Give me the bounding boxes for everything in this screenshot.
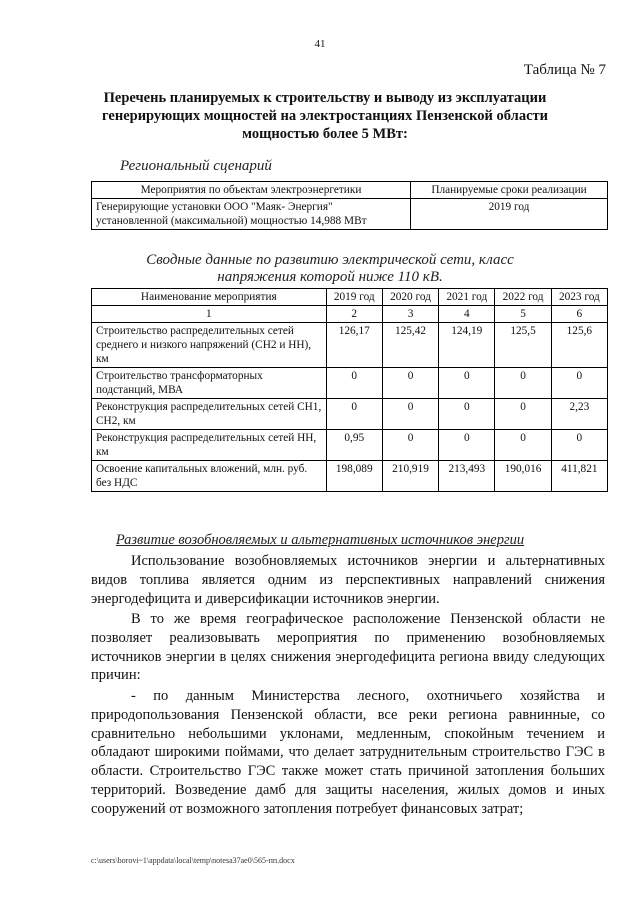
table-row [92, 399, 608, 430]
table-header-row [92, 289, 608, 306]
table-cell: 0 [382, 368, 438, 399]
table-cell: Генерирующие установки ООО "Маяк- Энергия" установленной (максимальной) мощностью 14,988 МВт [92, 199, 411, 230]
table-cell: 125,5 [495, 323, 551, 368]
table-cell: Реконструкция распределительных сетей СН1, СН2, км [92, 399, 327, 430]
table-cell: 190,016 [495, 461, 551, 492]
table-cell: Освоение капитальных вложений, млн. руб. без НДС [92, 461, 327, 492]
table-row [92, 368, 608, 399]
table-header-cell: Мероприятия по объектам электроэнергетики [92, 182, 411, 199]
table-row [92, 430, 608, 461]
table-cell: 125,6 [551, 323, 607, 368]
table-cell: 2,23 [551, 399, 607, 430]
paragraph: Использование возобновляемых источников энергии и альтернативных видов топлива является одним из перспективных направлений снижения энергодефицита и диверсификации источников энергии. [91, 553, 605, 607]
table-row [92, 199, 608, 230]
table-cell: 198,089 [326, 461, 382, 492]
table-cell: 0 [439, 399, 495, 430]
table-cell: 0 [382, 399, 438, 430]
paragraph: - по данным Министерства лесного, охотничьего хозяйства и природопользования Пензенской области, все реки региона равнинные, со сравнительно небольшими уклонами, медленным, спокойным течением и обладают широкими поймами, что делает затруднительным строительство ГЭС в области. Строительство ГЭС также может стать причиной затопления больших территорий. Возведение дамб для защиты населения, жилых домов и иных сооружений от возможного затопления потребует финансовых затрат; [91, 688, 605, 817]
table-cell: 0 [551, 430, 607, 461]
table-index-cell: 5 [495, 306, 551, 323]
table-index-cell: 4 [439, 306, 495, 323]
table-cell: 0,95 [326, 430, 382, 461]
table-cell: Строительство распределительных сетей среднего и низкого напряжений (СН2 и НН), км [92, 323, 327, 368]
table-index-cell: 6 [551, 306, 607, 323]
grid-development-table [91, 288, 608, 492]
table-cell: Строительство трансформаторных подстанций, МВА [92, 368, 327, 399]
table-cell: 0 [551, 368, 607, 399]
table-cell: 0 [326, 399, 382, 430]
table-cell: 0 [495, 368, 551, 399]
renewables-heading: Развитие возобновляемых и альтернативных источников энергии [115, 532, 525, 548]
table-index-cell: 1 [92, 306, 327, 323]
table-header-cell: Наименование мероприятия [92, 289, 327, 306]
paragraph: В то же время географическое расположение Пензенской области не позволяет реализовывать мероприятия по применению возобновляемых источников энергии в целях снижения энергодефицита региона ввиду следующих причин: [91, 611, 605, 684]
table-cell: 0 [439, 368, 495, 399]
footer-file-path: c:\users\borovi~1\appdata\local\temp\notesa37ae0\565-пп.docx [91, 856, 295, 865]
table-header-cell: 2019 год [326, 289, 382, 306]
table-header-cell: Планируемые сроки реализации [411, 182, 608, 199]
document-title: Перечень планируемых к строительству и выводу из эксплуатации генерирующих мощностей на электростанциях Пензенской области мощностью более 5 МВт: [102, 90, 548, 142]
table-cell: 125,42 [382, 323, 438, 368]
table-row [92, 461, 608, 492]
table-header-cell: 2022 год [495, 289, 551, 306]
grid-summary-heading: Сводные данные по развитию электрической сети, класс напряжения которой ниже 110 кВ. [146, 252, 514, 285]
table-index-cell: 2 [326, 306, 382, 323]
table-cell: 411,821 [551, 461, 607, 492]
table-row [92, 323, 608, 368]
table-cell: 0 [495, 399, 551, 430]
table-header-cell: 2020 год [382, 289, 438, 306]
table-cell: 0 [382, 430, 438, 461]
table-cell: 0 [326, 368, 382, 399]
table-header-row [92, 182, 608, 199]
table-cell: 2019 год [411, 199, 608, 230]
table-cell: 124,19 [439, 323, 495, 368]
table-cell: 213,493 [439, 461, 495, 492]
table-index-row [92, 306, 608, 323]
regional-scenario-heading: Региональный сценарий [120, 158, 272, 174]
table-cell: 0 [439, 430, 495, 461]
table-cell: 0 [495, 430, 551, 461]
table-header-cell: 2021 год [439, 289, 495, 306]
table-cell: 210,919 [382, 461, 438, 492]
table-cell: 126,17 [326, 323, 382, 368]
table-cell: Реконструкция распределительных сетей НН, км [92, 430, 327, 461]
table-caption: Таблица № 7 [523, 62, 606, 78]
table-index-cell: 3 [382, 306, 438, 323]
table-header-cell: 2023 год [551, 289, 607, 306]
regional-table [91, 181, 608, 230]
page-number: 41 [314, 38, 326, 50]
